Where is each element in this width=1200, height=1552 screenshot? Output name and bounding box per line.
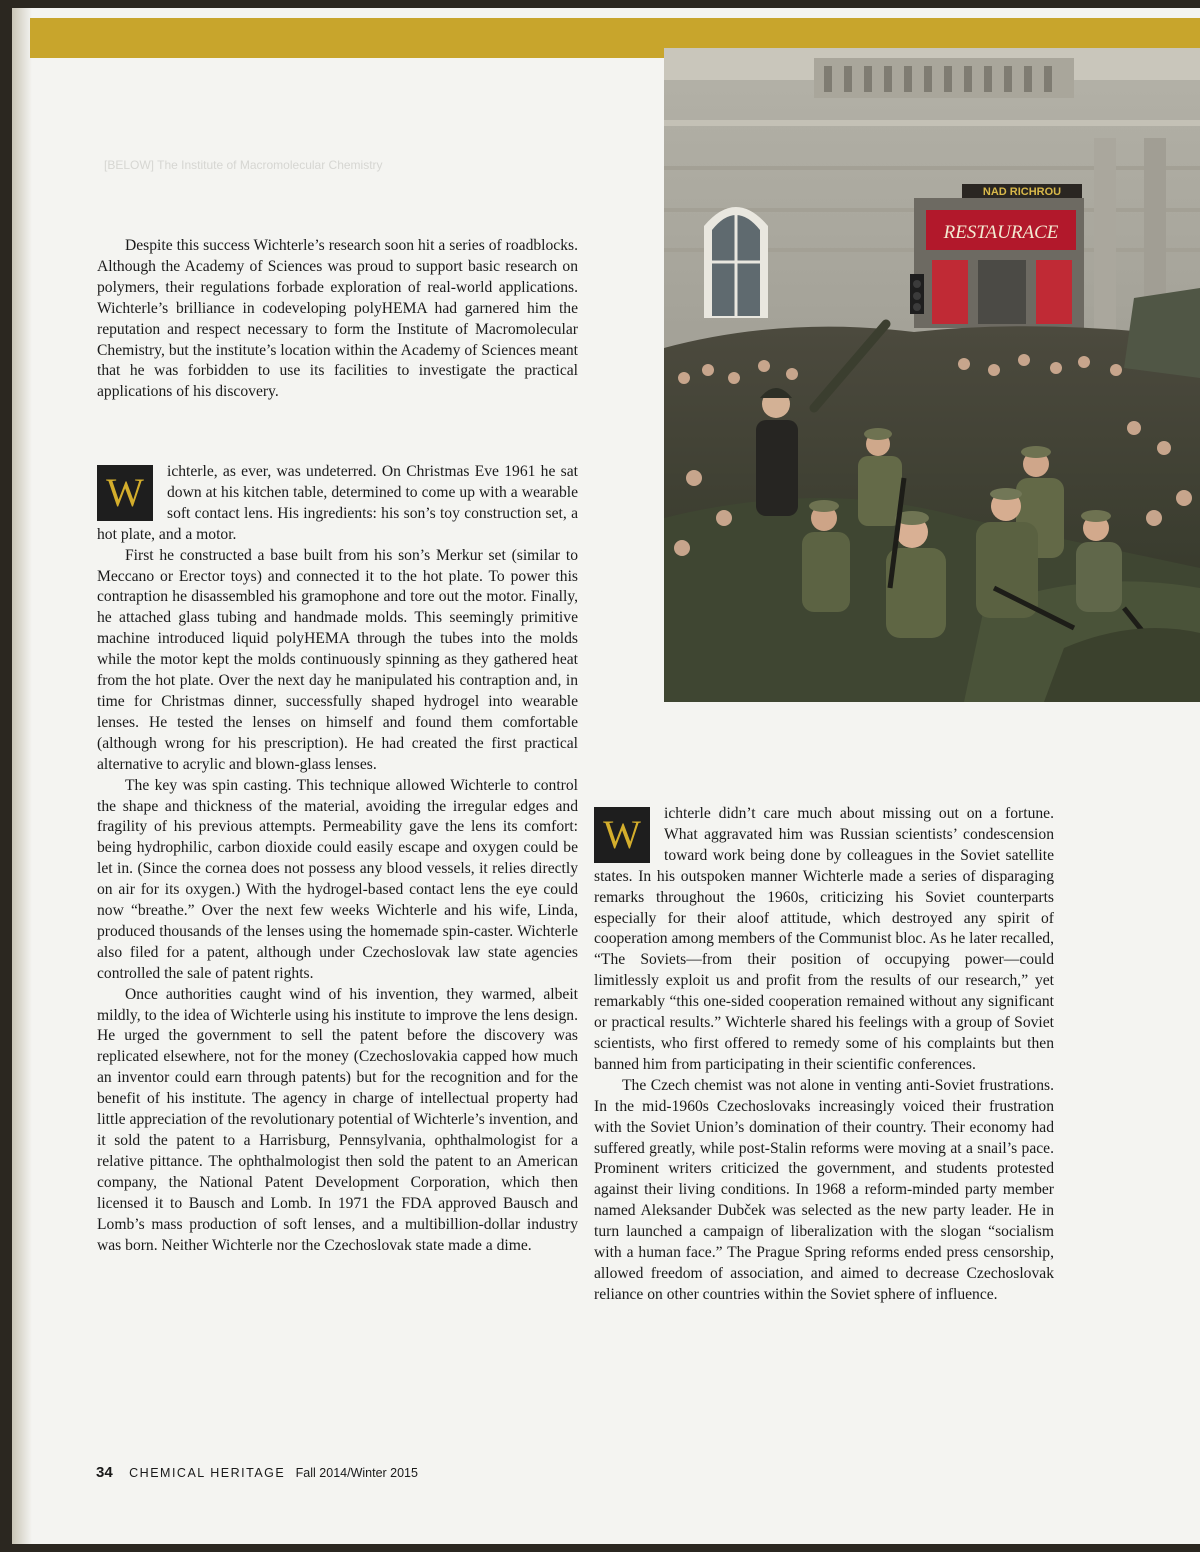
photo-illustration: [664, 48, 1200, 702]
body-paragraph: Once authorities caught wind of his invention, they warmed, albeit mildly, to the idea of Wichterle using his institute to improve the lens design. He urged the government to sell the patent before the discovery was replicated elsewhere, not for the money (Czechoslovakia capped how much an inventor could earn through patents) but for the recognition and for the benefit of his institute. The agency in charge of intellectual property had little appreciation of the revolutionary potential of Wichterle’s invention, and it sold the patent to a Harrisburg, Pennsylvania, ophthalmologist for a relative pittance. The ophthalmologist then sold the patent to an American company, the National Patent Development Corporation, which then licensed it to Bausch and Lomb. In 1971 the FDA approved Bausch and Lomb’s mass production of soft lenses, and a multibillion-dollar industry was born. Neither Wichterle nor the Czechoslovak state made a dime.: [97, 985, 578, 1254]
page-footer: [96, 1464, 418, 1482]
svg-text:NAD RICHROU: NAD RICHROU: [982, 186, 1062, 198]
svg-text:RESTAURACE: RESTAURACE: [943, 222, 1059, 243]
body-paragraph: First he constructed a base built from his son’s Merkur set (similar to Meccano or Erector toys) and connected it to the hot plate. To power this contraption he disassembled his gramophone and tore out the motor. Finally, he attached glass tubing and handmade molds. This seemingly primitive machine introduced liquid polyHEMA through the tubes into the molds while the motor kept the molds continuously spinning as they gathered heat from the hot plate. Over the next day he manipulated his contraption and, in time for Christmas dinner, successfully shaped hydrogel into wearable lenses. He tested the lenses on himself and found them comfortable (although wrong for his prescription). He had created the first practical alternative to acrylic and blown-glass lenses.: [97, 546, 578, 773]
body-paragraph: The Czech chemist was not alone in venting anti-Soviet frustrations. In the mid-1960s Czechoslovaks increasingly voiced their frustration with the Soviet Union’s domination of their country. Their economy had suffered greatly, while post-Stalin reforms were moving at a snail’s pace. Prominent writers criticized the government, and students protested against their living conditions. In 1968 a reform-minded party member named Aleksander Dubček was selected as the new party leader. He in turn launched a campaign of liberalization with the slogan “socialism with a human face.” The Prague Spring reforms ended press censorship, allowed freedom of association, and aimed to decrease Czechoslovak reliance on other countries within the Soviet sphere of influence.: [594, 1076, 1054, 1303]
show-through-caption: [BELOW] The Institute of Macromolecular Chemistry: [104, 158, 383, 172]
binding-shadow: [12, 8, 32, 1544]
body-paragraph: The key was spin casting. This technique allowed Wichterle to control the shape and thickness of the material, avoiding the irregular edges and fragility of his previous attempts. Permeability gave the lens its comfort: being hydrophilic, carbon dioxide could easily escape and oxygen could be let in. (Since the cornea does not possess any blood vessels, it relies directly on air for its oxygen.) With the hydrogel-based contact lens the eye could now “breathe.” Over the next few weeks Wichterle and his wife, Linda, produced thousands of the lenses using the homemade spin-caster. Wichterle also filed for a patent, although under Czechoslovak law state agencies controlled the sale of patent rights.: [97, 776, 578, 982]
intro-paragraph: Despite this success Wichterle’s research soon hit a series of roadblocks. Although the Academy of Sciences was proud to support basic research on polymers, their regulations forbade exploration of real-world applications. Wichterle’s brilliance in codeveloping polyHEMA had garnered him the reputation and respect necessary to form the Institute of Macromolecular Chemistry, but the institute’s location within the Academy of Sciences meant that he was forbidden to use its facilities to investigate the practical applications of his discovery.: [97, 237, 578, 401]
left-article-column: [97, 462, 578, 1256]
right-article-column: [594, 804, 1054, 1306]
section2-lead-paragraph: ichterle didn’t care much about missing out on a fortune. What aggravated him was Russian scientists’ condescension toward work being done by colleagues in the Soviet satellite states. In his outspoken manner Wichterle made a series of disparaging remarks throughout the 1960s, criticizing his Soviet counterparts especially for their aloof attitude, which destroyed any spirit of cooperation among members of the Communist bloc. As he later recalled, “The Soviets—from their position of occupying power—could limitlessly exploit us and profit from the results of our research,” yet remarkably “this one-sided cooperation remained without any significant or practical results.” Wichterle shared his feelings with a group of Soviet scientists, who first offered to remedy some of his complaints but then banned him from participating in their scientific conferences.: [594, 805, 1054, 1073]
magazine-title: CHEMICAL HERITAGE: [129, 1466, 286, 1480]
magazine-page: [12, 8, 1200, 1544]
intro-column: [97, 236, 578, 403]
drop-cap: W: [594, 807, 650, 863]
issue-date: Fall 2014/Winter 2015: [295, 1466, 418, 1480]
drop-cap: W: [97, 465, 153, 521]
prague-1968-photo: [664, 48, 1200, 702]
page-number: 34: [96, 1464, 113, 1481]
section1-lead-paragraph: ichterle, as ever, was undeterred. On Christmas Eve 1961 he sat down at his kitchen table, determined to come up with a wearable soft contact lens. His ingredients: his son’s toy construction set, a hot plate, and a motor.: [97, 463, 578, 543]
